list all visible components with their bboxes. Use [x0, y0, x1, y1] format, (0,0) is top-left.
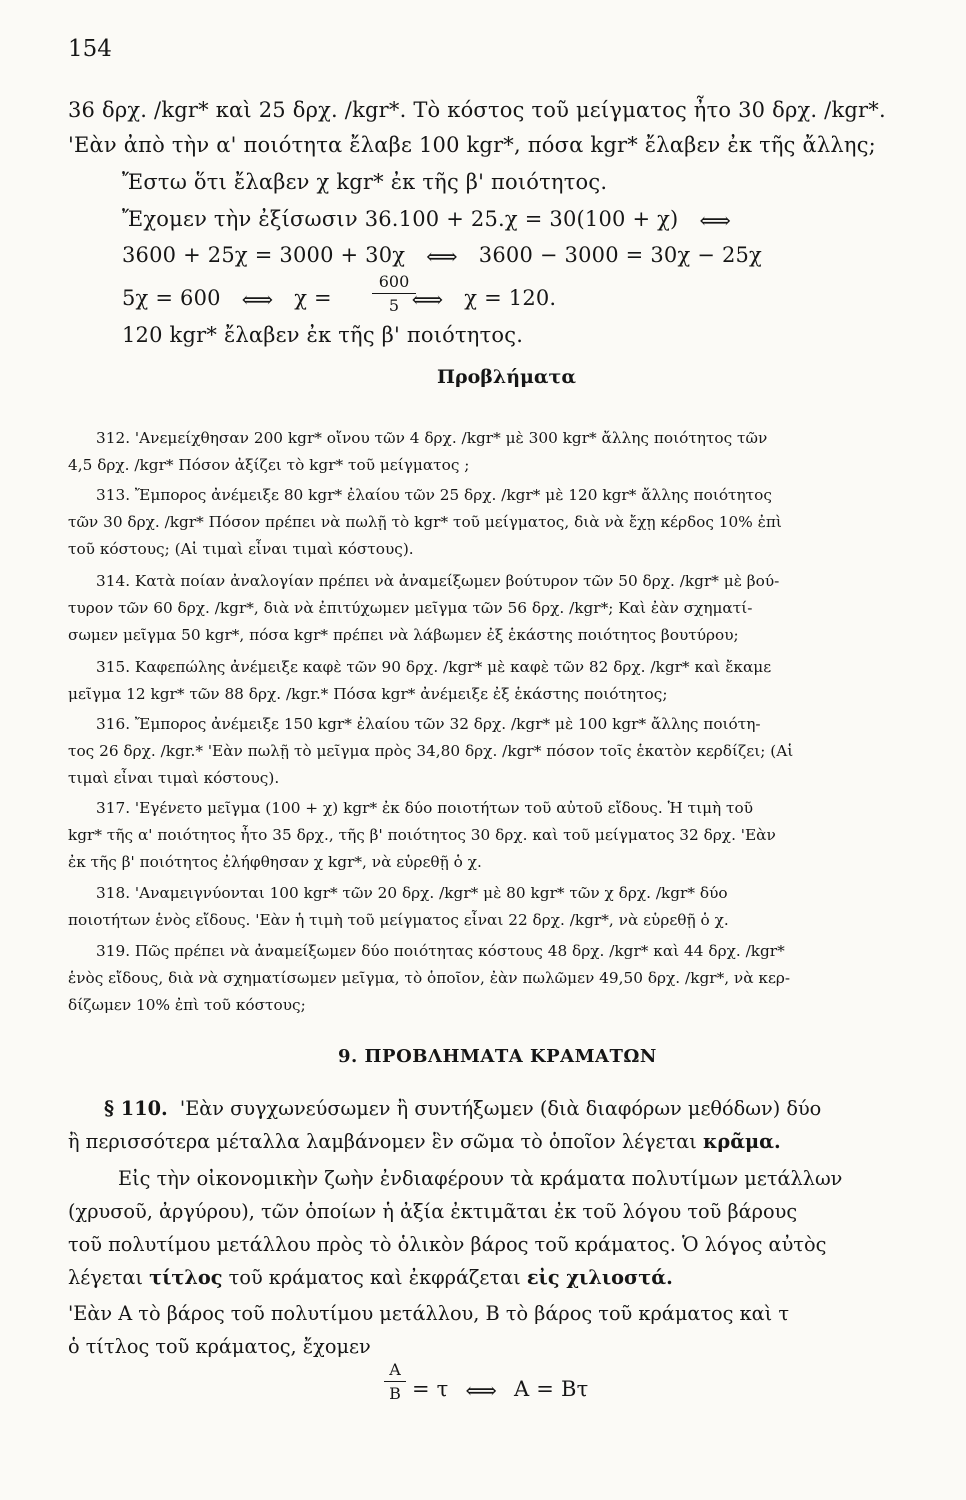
term-xiliosta: εἰς χιλιοστά.: [526, 1266, 673, 1289]
problem-313-line-1: 313. Ἔμπορος ἀνέμειξε 80 kgr* ἐλαίου τῶν 25 δρχ. /kgr* μὲ 120 kgr* ἄλλης ποιότητος: [96, 486, 772, 504]
equation-1-text: Ἔχομεν τὴν ἐξίσωσιν 36.100 + 25.χ = 30(100 + χ): [122, 207, 679, 231]
problem-317-line-1: 317. 'Εγένετο μεῖγμα (100 + χ) kgr* ἐκ δύο ποιοτήτων τοῦ αὐτοῦ εἴδους. Ἡ τιμὴ τοῦ: [96, 799, 754, 817]
formula-rest: [412, 1377, 588, 1404]
fraction-bar: [372, 293, 416, 294]
problem-318-line-1: 318. 'Αναμειγνύονται 100 kgr* τῶν 20 δρχ. /kgr* μὲ 80 kgr* τῶν χ δρχ. /kgr* δύο: [96, 884, 728, 902]
para-2-line-4-a: λέγεται: [68, 1266, 143, 1289]
fraction-denominator: 5: [388, 296, 400, 315]
problem-319-line-3: δίζωμεν 10% ἐπὶ τοῦ κόστους;: [68, 996, 306, 1014]
section-title: 9. ΠΡΟΒΛΗΜΑΤΑ ΚΡΑΜΑΤΩΝ: [338, 1046, 657, 1067]
term-krama: κρᾶμα.: [702, 1130, 781, 1153]
problem-315-line-1: 315. Καφεπώλης ἀνέμειξε καφὲ τῶν 90 δρχ. /kgr* μὲ καφὲ τῶν 82 δρχ. /kgr* καὶ ἔκαμε: [96, 658, 772, 676]
problem-312-line-1: 312. 'Ανεμείχθησαν 200 kgr* οἴνου τῶν 4 δρχ. /kgr* μὲ 300 kgr* ἄλλης ποιότητος τῶν: [96, 429, 768, 447]
section-para-3-line-1: 'Εὰν Α τὸ βάρος τοῦ πολυτίμου μετάλλου, Β τὸ βάρος τοῦ κράματος καὶ τ: [68, 1302, 789, 1325]
problem-314-line-1: 314. Κατὰ ποίαν ἀναλογίαν πρέπει νὰ ἀναμείξωμεν βούτυρον τῶν 50 δρχ. /kgr* μὲ βού-: [96, 572, 780, 590]
fraction-numerator: 600: [378, 272, 410, 291]
para-1-line-2-text: ἢ περισσότερα μέταλλα λαμβάνομεν ἓν σῶμα τὸ ὁποῖον λέγεται: [68, 1130, 697, 1153]
paragraph-number: § 110.: [104, 1097, 168, 1120]
problem-315-line-2: μεῖγμα 12 kgr* τῶν 88 δρχ. /kgr.* Πόσα kgr* ἀνέμειξε ἐξ ἑκάστης ποιότητος;: [68, 685, 668, 703]
answer-line: 120 kgr* ἔλαβεν ἐκ τῆς β' ποιότητος.: [122, 323, 524, 347]
equation-3-a: 5χ = 600: [122, 286, 221, 310]
equation-2-left: 3600 + 25χ = 3000 + 30χ: [122, 243, 406, 267]
problem-316-line-1: 316. Ἔμπορος ἀνέμειξε 150 kgr* ἐλαίου τῶν 32 δρχ. /kgr* μὲ 100 kgr* ἄλλης ποιότη-: [96, 715, 761, 733]
problem-316-line-3: τιμαὶ εἶναι τιμαὶ κόστους).: [68, 769, 280, 787]
section-para-2-line-2: (χρυσοῦ, ἀργύρου), τῶν ὁποίων ἡ ἀξία ἐκτιμᾶται ἐκ τοῦ λόγου τοῦ βάρους: [68, 1200, 798, 1223]
section-para-3-line-2: ὁ τίτλος τοῦ κράματος, ἔχομεν: [68, 1335, 371, 1358]
equivalence-arrow-icon: ⟺: [465, 1379, 498, 1404]
problem-316-line-2: τος 26 δρχ. /kgr.* 'Εὰν πωλῇ τὸ μεῖγμα πρὸς 34,80 δρχ. /kgr* πόσον τοῖς ἑκατὸν κερδίζει; (Αἱ: [68, 742, 794, 760]
section-para-1-line-2: [68, 1130, 781, 1153]
equation-2-right: 3600 − 3000 = 30χ − 25χ: [478, 243, 762, 267]
equation-3-c: χ = 120.: [464, 286, 557, 310]
fraction-numerator: Α: [389, 1360, 401, 1379]
intro-line-1: 36 δρχ. /kgr* καὶ 25 δρχ. /kgr*. Τὸ κόστος τοῦ μείγματος ἦτο 30 δρχ. /kgr*.: [68, 98, 886, 122]
problem-317-line-3: ἐκ τῆς β' ποιότητος ἐλήφθησαν χ kgr*, νὰ εὑρεθῇ ὁ χ.: [68, 853, 482, 871]
problems-heading: Προβλήματα: [437, 366, 576, 388]
section-para-2-line-1: Εἰς τὴν οἰκονομικὴν ζωὴν ἐνδιαφέρουν τὰ κράματα πολυτίμων μετάλλων: [118, 1167, 843, 1190]
problem-314-line-2: τυρον τῶν 60 δρχ. /kgr*, διὰ νὰ ἐπιτύχωμεν μεῖγμα τῶν 56 δρχ. /kgr*; Καὶ ἐὰν σχηματί-: [68, 599, 753, 617]
equation-3-b: χ =: [294, 286, 332, 310]
equivalence-arrow-icon: ⟺: [241, 288, 274, 313]
section-para-2-line-3: τοῦ πολυτίμου μετάλλου πρὸς τὸ ὁλικὸν βάρος τοῦ κράματος. Ὁ λόγος αὐτὸς: [68, 1233, 827, 1256]
fraction-600-over-5: [372, 272, 416, 315]
fraction-a-over-b: [384, 1360, 406, 1403]
section-para-1-line-1: [104, 1097, 821, 1120]
intro-line-2: 'Εὰν ἀπὸ τὴν α' ποιότητα ἔλαβε 100 kgr*, πόσα kgr* ἔλαβεν ἐκ τῆς ἄλλης;: [68, 133, 876, 157]
intro-line-3: Ἔστω ὅτι ἔλαβεν χ kgr* ἐκ τῆς β' ποιότητος.: [122, 170, 608, 194]
fraction-denominator: Β: [389, 1384, 401, 1403]
equivalence-arrow-icon: ⟺: [426, 245, 458, 270]
formula-equals-tau: = τ: [412, 1377, 449, 1401]
equation-3: [122, 286, 556, 313]
equivalence-arrow-icon: ⟺: [699, 209, 732, 234]
problem-319-line-1: 319. Πῶς πρέπει νὰ ἀναμείξωμεν δύο ποιότητας κόστους 48 δρχ. /kgr* καὶ 44 δρχ. /kgr*: [96, 942, 785, 960]
problem-313-line-2: τῶν 30 δρχ. /kgr* Πόσον πρέπει νὰ πωλῇ τὸ kgr* τοῦ μείγματος, διὰ νὰ ἔχῃ κέρδος 10% ἐπὶ: [68, 513, 782, 531]
problem-313-line-3: τοῦ κόστους; (Αἱ τιμαὶ εἶναι τιμαὶ κόστους).: [68, 540, 414, 558]
equation-1: [122, 207, 731, 234]
problem-318-line-2: ποιοτήτων ἑνὸς εἴδους. 'Εὰν ἡ τιμὴ τοῦ μείγματος εἶναι 22 δρχ. /kgr*, νὰ εὑρεθῇ ὁ χ.: [68, 911, 729, 929]
term-titlos: τίτλος: [149, 1266, 223, 1289]
equation-2: [122, 243, 762, 270]
problem-319-line-2: ἑνὸς εἴδους, διὰ νὰ σχηματίσωμεν μεῖγμα, τὸ ὁποῖον, ἐὰν πωλῶμεν 49,50 δρχ. /kgr*, νὰ κερ-: [68, 969, 791, 987]
problem-314-line-3: σωμεν μεῖγμα 50 kgr*, πόσα kgr* πρέπει νὰ λάβωμεν ἐξ ἑκάστης ποιότητος βουτύρου;: [68, 626, 739, 644]
equivalence-arrow-icon: ⟺: [411, 288, 444, 313]
para-1-text: 'Εὰν συγχωνεύσωμεν ἢ συντήξωμεν (διὰ διαφόρων μεθόδων) δύο: [179, 1097, 822, 1120]
para-2-line-4-c: τοῦ κράματος καὶ ἐκφράζεται: [228, 1266, 521, 1289]
problem-317-line-2: kgr* τῆς α' ποιότητος ἦτο 35 δρχ., τῆς β' ποιότητος 30 δρχ. καὶ τοῦ μείγματος 32 δρχ. 'Εὰν: [68, 826, 776, 844]
page-number: 154: [68, 36, 112, 62]
section-para-2-line-4: [68, 1266, 673, 1289]
formula-a-equals-btau: Α = Βτ: [514, 1377, 589, 1401]
problem-312-line-2: 4,5 δρχ. /kgr* Πόσον ἀξίζει τὸ kgr* τοῦ μείγματος ;: [68, 456, 470, 474]
fraction-bar: [384, 1381, 406, 1382]
